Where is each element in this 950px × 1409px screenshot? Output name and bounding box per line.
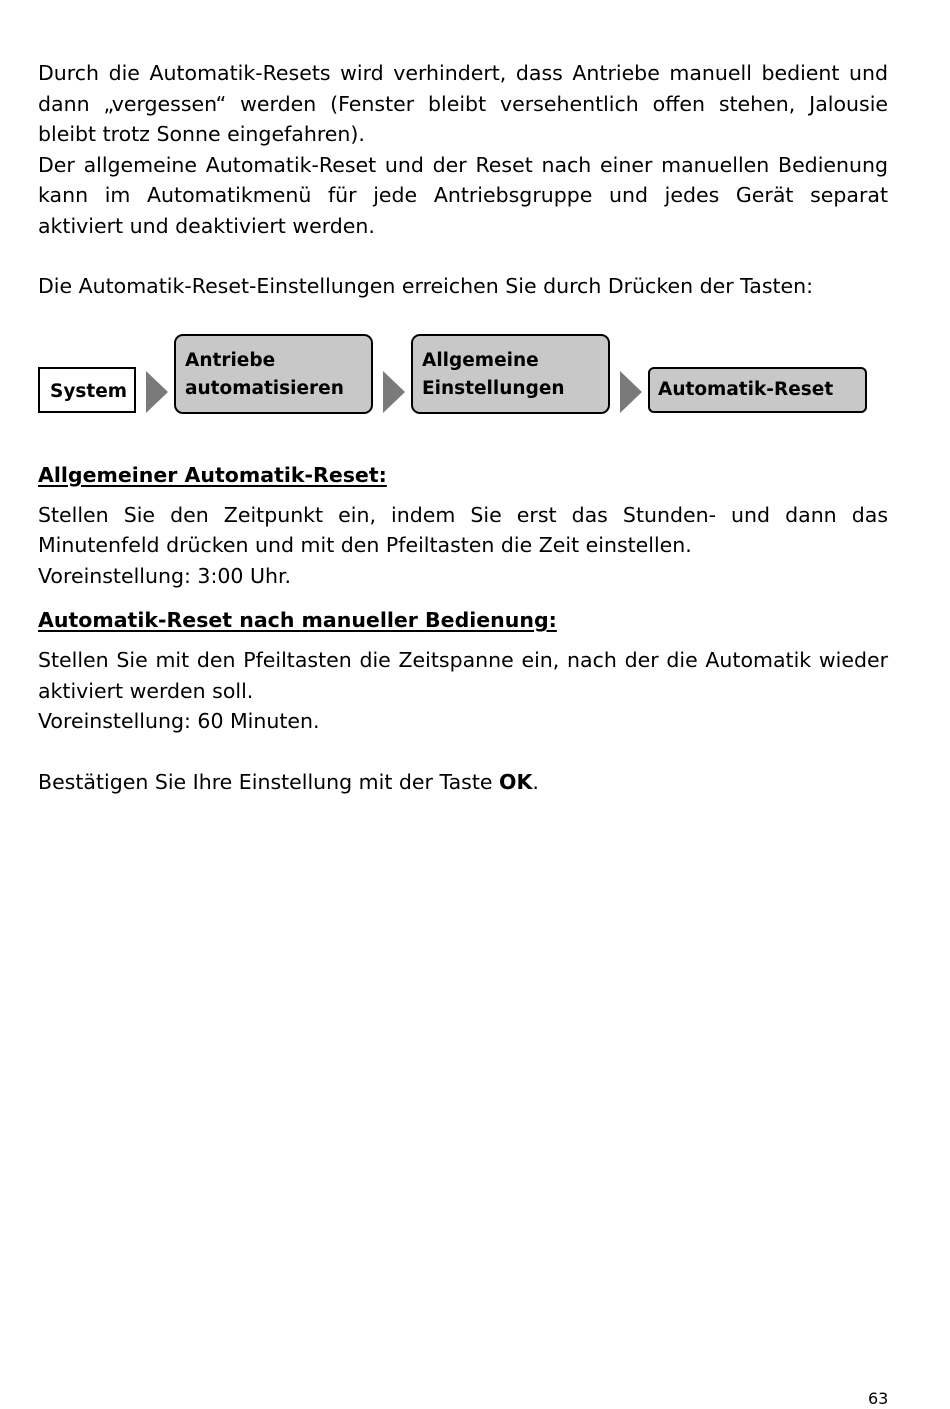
general-reset-default: Voreinstellung: 3:00 Uhr. bbox=[38, 563, 292, 588]
allgemeine-key-label-line1: Allgemeine bbox=[422, 349, 539, 371]
antriebe-key-label-line1: Antriebe bbox=[185, 349, 276, 371]
confirm-paragraph bbox=[38, 767, 888, 798]
arrow-right-icon bbox=[146, 371, 168, 413]
key-sequence-diagram bbox=[38, 334, 888, 420]
system-key-label: System bbox=[50, 380, 128, 402]
manual-reset-default: Voreinstellung: 60 Minuten. bbox=[38, 709, 320, 733]
page-number: 63 bbox=[868, 1389, 889, 1408]
intro-paragraph-3: Die Automatik-Reset-Einstellungen erreichen Sie durch Drücken der Tasten: bbox=[38, 274, 814, 298]
heading-allgemeiner-automatik-reset: Allgemeiner Automatik-Reset: bbox=[38, 462, 387, 487]
confirm-end: . bbox=[532, 769, 539, 794]
heading-automatik-reset-manuell: Automatik-Reset nach manueller Bedienung: bbox=[38, 608, 557, 632]
allgemeine-einstellungen-key bbox=[411, 334, 610, 414]
arrow-right-icon bbox=[383, 371, 405, 413]
automatik-reset-key-label: Automatik-Reset bbox=[658, 378, 834, 400]
intro-paragraph-2: Der allgemeine Automatik-Reset und der Reset nach einer manuellen Bedienung kann im Automatikmenü für jede Antriebsgruppe und jedes Gerät separat aktiviert und deaktiviert werden. bbox=[38, 152, 888, 238]
automatik-reset-key bbox=[648, 367, 867, 413]
confirm-text: Bestätigen Sie Ihre Einstellung mit der Taste bbox=[38, 769, 500, 794]
general-reset-text: Stellen Sie den Zeitpunkt ein, indem Sie erst das Stunden- und dann das Minutenfeld drücken und mit den Pfeiltasten die Zeit einstellen. bbox=[38, 502, 888, 557]
manual-reset-text: Stellen Sie mit den Pfeiltasten die Zeitspanne ein, nach der die Automatik wieder aktiviert werden soll. bbox=[38, 648, 888, 703]
intro-paragraph-1: Durch die Automatik-Resets wird verhindert, dass Antriebe manuell bedient und dann „vergessen“ werden (Fenster bleibt versehentlich offen stehen, Jalousie bleibt trotz Sonne eingefahren). bbox=[38, 61, 888, 146]
ok-key-label: OK bbox=[499, 769, 533, 794]
antriebe-key-label-line2: automatisieren bbox=[185, 377, 344, 399]
allgemeine-key-label-line2: Einstellungen bbox=[422, 377, 565, 399]
page-content bbox=[38, 58, 888, 797]
system-key bbox=[38, 367, 136, 413]
antriebe-automatisieren-key bbox=[174, 334, 373, 414]
arrow-right-icon bbox=[620, 371, 642, 413]
